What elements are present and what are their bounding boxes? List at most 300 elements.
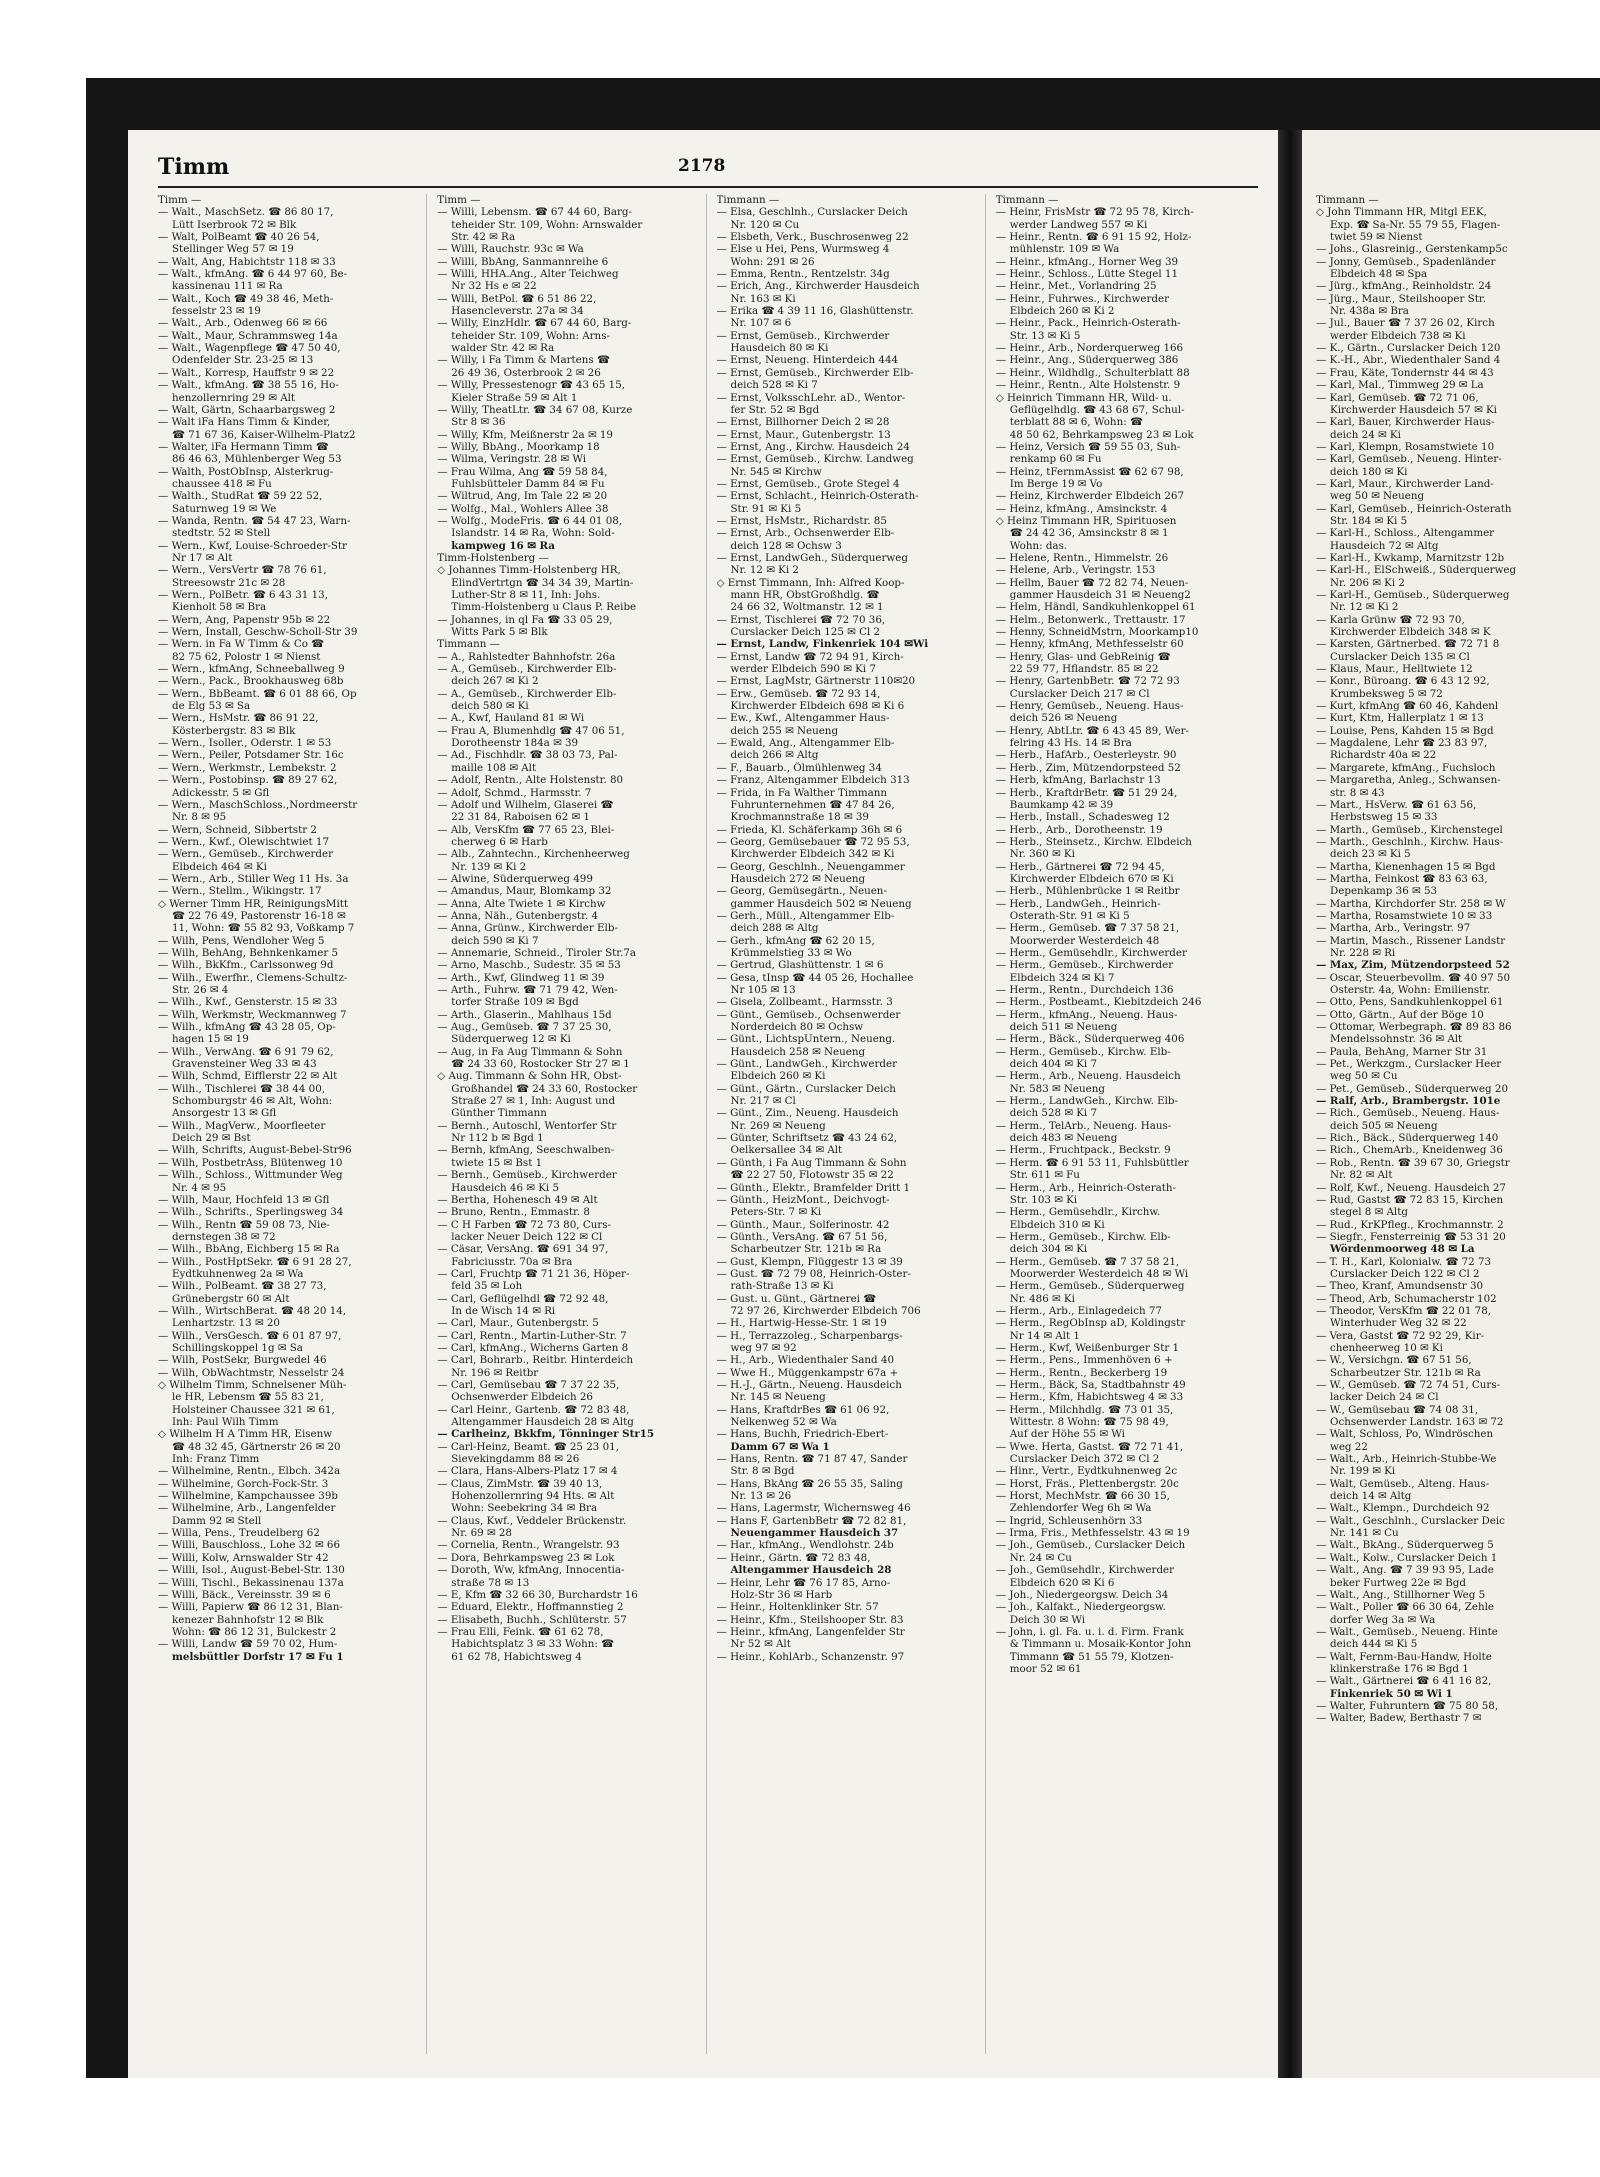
directory-entry-line: — Ernst, Arb., Ochsenwerder Elb-	[716, 527, 895, 540]
directory-entry-line: — Ernst, Gemüseb., Kirchwerder Elb-	[716, 366, 914, 379]
directory-entry-line: — Jul., Bauer ☎ 7 37 26 02, Kirch	[1316, 317, 1495, 330]
directory-entry-line: — Joh., Niedergeorgsw. Deich 34	[995, 1588, 1169, 1601]
directory-entry-line: Nr. 206 ✉ Ki 2	[1330, 576, 1405, 589]
directory-entry-line: maille 108 ✉ Alt	[451, 761, 537, 774]
directory-entry-line: Habichtsplatz 3 ✉ 33 Wohn: ☎	[451, 1638, 614, 1651]
directory-entry-line: — Gerh., kfmAng ☎ 62 20 15,	[716, 934, 875, 947]
directory-entry-line: Str. 91 ✉ Ki 5	[730, 502, 802, 515]
directory-entry-line: Nr 32 Hs e ✉ 22	[451, 280, 537, 293]
directory-entry-line: — Joh., Kalfakt., Niedergeorgsw.	[995, 1601, 1166, 1614]
directory-entry-line: — Alb., Zahntechn., Kirchenheerweg	[437, 848, 630, 861]
directory-entry-line: deich 23 ✉ Ki 5	[1330, 848, 1411, 861]
directory-entry-line: Nr. 12 ✉ Ki 2	[730, 564, 799, 577]
directory-entry-line: — Günt., LandwGeh., Kirchwerder	[716, 1058, 898, 1071]
directory-entry-line: — E, Kfm ☎ 32 66 30, Burchardstr 16	[437, 1588, 638, 1601]
directory-entry-line: — Wern., BbBeamt. ☎ 6 01 88 66, Op	[158, 687, 357, 700]
directory-entry-line: Krümmelstieg 33 ✉ Wo	[730, 946, 852, 959]
directory-entry-line: — Karl-H., Kwkamp, Marnitzstr 12b	[1316, 551, 1505, 564]
directory-entry-line: — Wilh., MagVerw., Moorfleeter	[158, 1119, 326, 1132]
directory-entry-line: — Wern., Stellm., Wikingstr. 17	[158, 885, 322, 898]
directory-entry-line: — Helm, Händl, Sandkuhlenkoppel 61	[995, 601, 1196, 614]
directory-entry-line: — Wilh, Pens, Wendloher Weg 5	[158, 934, 325, 947]
directory-entry-line: Nr. 120 ✉ Cu	[730, 218, 800, 231]
directory-entry-line: 22 59 77, Hflandstr. 85 ✉ 22	[1009, 663, 1159, 676]
directory-entry-line: — W., Gemüsebau ☎ 74 08 31,	[1316, 1403, 1479, 1416]
directory-entry-line: deich 255 ✉ Neueng	[730, 724, 839, 737]
directory-entry-line: teheider Str. 109, Wohn: Arns-	[451, 329, 610, 342]
directory-entry-line: Curslacker Deich 125 ✉ Cl 2	[730, 626, 881, 639]
directory-entry-line: deich 444 ✉ Ki 5	[1330, 1638, 1418, 1651]
directory-entry-line: weg 50 ✉ Cu	[1330, 1070, 1398, 1083]
directory-entry-line: — Bruno, Rentn., Emmastr. 8	[437, 1206, 590, 1219]
directory-entry-line: — Herm., RegObInsp aD, Koldingstr	[995, 1317, 1186, 1330]
directory-entry-line: — Horst, MechMstr. ☎ 66 30 15,	[995, 1490, 1170, 1503]
directory-entry-line: — Ernst, Gemüseb., Kirchw. Landweg	[716, 453, 914, 466]
directory-entry-line: — Willa, Pens., Treudelberg 62	[158, 1527, 320, 1540]
column-head: Timmann —	[716, 194, 780, 206]
directory-entry-line: Hohenzollernring 94 Hts. ✉ Alt	[451, 1490, 615, 1503]
directory-entry-line: — Pet., Werkzgm., Curslacker Heer	[1316, 1058, 1502, 1071]
directory-entry-line: — Willi, BetPol. ☎ 6 51 86 22,	[437, 292, 597, 305]
directory-entry-line: deich 288 ✉ Altg	[730, 922, 819, 935]
directory-entry-line: Damm 92 ✉ Stell	[172, 1514, 262, 1527]
directory-entry-line: — Günt., Gärtn., Curslacker Deich	[716, 1082, 896, 1095]
directory-entry-line: ☎ 22 76 49, Pastorenstr 16-18 ✉	[172, 909, 346, 922]
directory-entry-line: Auf der Höhe 55 ✉ Wi	[1009, 1428, 1125, 1441]
directory-entry-line: — Willi, BbAng, Sanmannreihe 6	[437, 255, 609, 268]
directory-entry-line: — Carl, Bohrarb., Reitbr. Hinterdeich	[437, 1354, 634, 1367]
directory-entry-line: dernstegen 38 ✉ 72	[172, 1230, 276, 1243]
directory-entry-line: deich 266 ✉ Altg	[730, 749, 819, 762]
directory-entry-line: Odenfelder Str. 23-25 ✉ 13	[172, 354, 314, 367]
directory-entry-line: — Carl, Gemüsebau ☎ 7 37 22 35,	[437, 1379, 620, 1391]
directory-entry-line: walder Str. 42 ✉ Ra	[451, 342, 555, 355]
directory-entry-line: — Wilh, Maur, Hochfeld 13 ✉ Gfl	[158, 1193, 330, 1206]
directory-entry-line: Timmann ☎ 51 55 79, Klotzen-	[1009, 1650, 1174, 1663]
directory-entry-line: — Wilh., Ewerfhr., Clemens-Schultz-	[158, 971, 348, 984]
directory-entry-line: ☎ 22 27 50, Flotowstr 35 ✉ 22	[730, 1169, 894, 1182]
directory-entry-line: — Anna, Näh., Gutenbergstr. 4	[437, 909, 599, 922]
directory-entry-line: — Wanda, Rentn. ☎ 54 47 23, Warn-	[158, 514, 351, 527]
directory-entry-line: — H., Arb., Wiedenthaler Sand 40	[716, 1354, 895, 1367]
directory-entry-line: deich 404 ✉ Ki 7	[1009, 1058, 1098, 1071]
directory-entry-line: — Herm., Arb., Neueng. Hausdeich	[995, 1070, 1181, 1083]
directory-entry-line: 48 50 62, Behrkampsweg 23 ✉ Lok	[1009, 428, 1194, 441]
directory-entry-line: — Carlheinz, Bkkfm, Tönninger Str15	[437, 1428, 655, 1441]
directory-entry-line: — Hans, BkAng ☎ 26 55 35, Saling	[716, 1477, 903, 1490]
directory-entry-line: — Walt., Wagenpflege ☎ 47 50 40,	[158, 342, 341, 355]
directory-entry-line: Nr. 139 ✉ Ki 2	[451, 860, 527, 873]
directory-entry-line: Scharbeutzer Str. 121b ✉ Ra	[730, 1243, 882, 1256]
directory-entry-line: le HR, Lebensm ☎ 55 83 21,	[172, 1391, 324, 1404]
directory-entry-line: Zehlendorfer Weg 6h ✉ Wa	[1009, 1502, 1152, 1515]
directory-entry-line: ◇ Aug. Timmann & Sohn HR, Obst-	[437, 1070, 622, 1083]
directory-entry-line: — Walt, Gemüseb., Alteng. Haus-	[1316, 1477, 1490, 1490]
directory-entry-line: Timmann —	[437, 638, 500, 651]
directory-entry-line: — Ernst, Tischlerei ☎ 72 70 36,	[716, 613, 886, 626]
directory-entry-line: — Ernst, Gemüseb., Grote Stegel 4	[716, 477, 900, 490]
directory-entry-line: — Otto, Gärtn., Auf der Böge 10	[1316, 1008, 1484, 1021]
directory-entry-line: Fuhlsbütteler Damm 84 ✉ Fu	[451, 477, 605, 490]
directory-entry-line: — Walt, Ang, Habichtstr 118 ✉ 33	[158, 255, 336, 268]
directory-entry-line: — Walt, Fernm-Bau-Handw, Holte	[1316, 1650, 1492, 1663]
directory-entry-line: teheider Str. 109, Wohn: Arnswalder	[451, 218, 643, 231]
directory-entry-line: Deich 29 ✉ Bst	[172, 1132, 251, 1145]
directory-entry-line: — Frieda, Kl. Schäferkamp 36h ✉ 6	[716, 823, 903, 836]
directory-entry-line: lacker Deich 24 ✉ Cl	[1330, 1391, 1439, 1404]
directory-entry-line: Oelkersallee 34 ✉ Alt	[730, 1144, 843, 1157]
directory-entry-line: Damm 67 ✉ Wa 1	[730, 1440, 830, 1453]
directory-entry-line: ☎ 24 42 36, Amsinckstr 8 ✉ 1	[1009, 527, 1169, 540]
directory-entry-line: Str 8 ✉ 36	[451, 416, 506, 429]
directory-entry-line: Wittestr. 8 Wohn: ☎ 75 98 49,	[1009, 1416, 1169, 1429]
directory-entry-line: melsbüttler Dorfstr 17 ✉ Fu 1	[172, 1650, 344, 1663]
directory-entry-line: — Oscar, Steuerbevollm. ☎ 40 97 50	[1316, 971, 1511, 984]
directory-entry-line: — Heinr., Ang., Süderquerweg 386	[995, 354, 1179, 367]
directory-entry-line: — Joh., Gemüsehdlr., Kirchwerder	[995, 1564, 1175, 1577]
directory-entry-line: Kieler Straße 59 ✉ Alt 1	[451, 391, 578, 404]
directory-entry-line: — Jürg., Maur., Steilshooper Str.	[1316, 292, 1486, 305]
directory-entry-line: — Mart., HsVerw. ☎ 61 63 56,	[1316, 798, 1477, 811]
directory-entry-line: — Karl-H., Schloss., Altengammer	[1316, 527, 1495, 540]
directory-entry-line: — Wiltrud, Ang, Im Tale 22 ✉ 20	[437, 490, 608, 503]
directory-entry-line: Elbdeich 324 ✉ Ki 7	[1009, 971, 1115, 984]
directory-entry-line: — Heinr., Schloss., Lütte Stegel 11	[995, 268, 1179, 281]
directory-entry-line: — Heinr., Arb., Norderquerweg 166	[995, 342, 1184, 355]
directory-entry-line: Scharbeutzer Str. 121b ✉ Ra	[1330, 1366, 1481, 1379]
directory-entry-line: 24 66 32, Woltmanstr. 12 ✉ 1	[730, 601, 884, 614]
directory-entry-line: Wohn: das.	[1009, 539, 1068, 552]
directory-entry-line: — Herm., Kwf, Weißenburger Str 1	[995, 1341, 1180, 1354]
directory-entry-line: — Walt., Poller ☎ 66 30 64, Zehle	[1316, 1601, 1494, 1614]
directory-entry-line: Stellinger Weg 57 ✉ 19	[172, 243, 294, 256]
directory-entry-line: Moorwerder Westerdeich 48 ✉ Wi	[1009, 1267, 1189, 1280]
directory-entry-line: Schillingskoppel 1g ✉ Sa	[172, 1341, 303, 1354]
directory-entry-line: — Henny, kfmAng, Methfesselstr 60	[995, 638, 1184, 651]
directory-entry-line: — Herm., Fruchtpack., Beckstr. 9	[995, 1144, 1171, 1157]
directory-entry-line: Nr. 82 ✉ Alt	[1330, 1169, 1393, 1182]
directory-entry-line: — Gust. u. Günt., Gärtnerei ☎	[716, 1292, 877, 1305]
directory-entry-line: Nelkenweg 52 ✉ Wa	[730, 1416, 837, 1429]
directory-entry-line: deich 267 ✉ Ki 2	[451, 675, 539, 688]
directory-entry-line: Winterhuder Weg 32 ✉ 22	[1330, 1317, 1467, 1330]
directory-entry-line: — Walth., StudRat ☎ 59 22 52,	[158, 490, 323, 503]
directory-entry-line: Lütt Iserbrook 72 ✉ Blk	[172, 218, 297, 231]
directory-entry-line: — Herm., Gemüseb., Kirchwerder	[995, 959, 1174, 972]
directory-entry-line: Curslacker Deich 372 ✉ Cl 2	[1009, 1453, 1160, 1466]
directory-entry-line: ◇ Heinrich Timmann HR, Wild- u.	[995, 391, 1172, 404]
directory-entry-line: — Günt., LichtspUntern., Neueng.	[716, 1033, 896, 1046]
directory-entry-line: Islandstr. 14 ✉ Ra, Wohn: Sold-	[451, 527, 615, 540]
directory-entry-line: Elbdeich 48 ✉ Spa	[1330, 268, 1428, 281]
directory-entry-line: Grünebergstr 60 ✉ Alt	[172, 1292, 290, 1305]
directory-entry-line: — Willi, Papierw ☎ 86 12 31, Blan-	[158, 1601, 343, 1614]
directory-entry-line: — Herb., Zim, Mützendorpsteed 52	[995, 761, 1181, 774]
directory-entry-line: — Rich., Gemüseb., Neueng. Haus-	[1316, 1107, 1500, 1120]
page-number: 2178	[678, 156, 726, 176]
directory-entry-line: — Ernst, Landw ☎ 72 94 91, Kirch-	[716, 650, 904, 663]
directory-entry-line: — Karl, Gemüseb. ☎ 72 71 06,	[1316, 391, 1479, 404]
directory-entry-line: — Theodor, VersKfm ☎ 22 01 78,	[1316, 1304, 1492, 1317]
directory-entry-line: — Pet., Gemüseb., Süderquerweg 20	[1316, 1082, 1508, 1095]
directory-entry-line: — Heinr., Pack., Heinrich-Osterath-	[995, 317, 1181, 330]
directory-entry-line: — Ad., Fischhdlr. ☎ 38 03 73, Pal-	[437, 749, 618, 762]
directory-entry-line: gammer Hausdeich 31 ✉ Neueng2	[1009, 589, 1191, 601]
directory-entry-line: — Gust. ☎ 72 79 08, Heinrich-Oster-	[716, 1267, 911, 1280]
directory-entry-line: — John, i. gl. Fa. u. i. d. Firm. Frank	[995, 1625, 1184, 1638]
column-head: Timmann —	[1316, 194, 1379, 206]
directory-entry-line: — Klaus, Maur., Helltwiete 12	[1316, 663, 1473, 676]
directory-entry-line: — Wilma, Veringstr. 28 ✉ Wi	[437, 453, 587, 466]
directory-entry-line: — Herm., Bäck., Süderquerweg 406	[995, 1033, 1185, 1046]
directory-entry-line: — Har., kfmAng., Wendlohstr. 24b	[716, 1539, 894, 1552]
directory-entry-line: — Walt., kfmAng. ☎ 6 44 97 60, Be-	[158, 268, 348, 281]
directory-entry-line: — Elisabeth, Buchh., Schlüterstr. 57	[437, 1613, 627, 1626]
directory-entry-line: Dorotheenstr 184a ✉ 39	[451, 737, 579, 750]
directory-entry-line: 86 46 63, Mühlenberger Weg 53	[172, 453, 342, 466]
directory-entry-line: — Marth., Geschlnh., Kirchw. Haus-	[1316, 835, 1504, 848]
directory-entry-line: — Magdalene, Lehr ☎ 23 83 97,	[1316, 737, 1488, 750]
directory-entry-line: — Bernh., Gemüseb., Kirchwerder	[437, 1169, 617, 1182]
directory-entry-line: Nr. 199 ✉ Ki	[1330, 1465, 1396, 1478]
directory-entry-line: Hausdeich 272 ✉ Neueng	[730, 872, 866, 885]
directory-entry-line: — Wilhelmine, Rentn., Elbch. 342a	[158, 1465, 341, 1478]
directory-entry-line: — Herm., Kfm, Habichtsweg 4 ✉ 33	[995, 1391, 1184, 1404]
directory-entry-line: — Kurt, Ktm, Hallerplatz 1 ✉ 13	[1316, 712, 1484, 725]
directory-entry-line: — Gesa, tInsp ☎ 44 05 26, Hochallee	[716, 971, 914, 984]
directory-entry-line: — Karla Grünw ☎ 72 93 70,	[1316, 613, 1465, 626]
directory-column	[996, 194, 1264, 2054]
directory-entry-line: — Herb., Mühlenbrücke 1 ✉ Reitbr	[995, 885, 1180, 898]
directory-entry-line: — Herm., Gemüseb., Süderquerweg	[995, 1280, 1185, 1293]
directory-entry-line: — Wern., MaschSchloss.,Nordmeerstr	[158, 798, 358, 811]
directory-entry-line: — K.-H., Abr., Wiedenthaler Sand 4	[1316, 354, 1501, 367]
directory-entry-line: Kienholt 58 ✉ Bra	[172, 601, 267, 614]
directory-entry-line: Elbdeich 260 ✉ Ki 2	[1009, 305, 1115, 318]
directory-entry-line: — Carl-Heinz, Beamt. ☎ 25 23 01,	[437, 1440, 619, 1453]
directory-entry-line: — Aug, in Fa Aug Timmann & Sohn	[437, 1045, 623, 1058]
directory-entry-line: In de Wisch 14 ✉ Ri	[451, 1304, 556, 1317]
directory-entry-line: — Heinr., kfmAng., Horner Weg 39	[995, 255, 1179, 268]
directory-entry-line: — A., Kwf, Hauland 81 ✉ Wi	[437, 712, 585, 725]
directory-entry-line: — Wilh., Kwf., Gensterstr. 15 ✉ 33	[158, 996, 338, 1009]
directory-entry-line: — Erika ☎ 4 39 11 16, Glashüttenstr.	[716, 305, 914, 318]
directory-entry-line: — Günt., Gemüseb., Ochsenwerder	[716, 1008, 901, 1021]
directory-entry-line: — Herm., Rentn., Durchdeich 136	[995, 984, 1174, 996]
directory-entry-line: — Herm., LandwGeh., Kirchw. Elb-	[995, 1095, 1179, 1108]
directory-entry-line: — Karl, Gemüseb., Heinrich-Osterath	[1316, 502, 1512, 515]
directory-entry-line: — Heinr., Rentn., Alte Holstenstr. 9	[995, 379, 1181, 392]
directory-column	[1316, 194, 1600, 2054]
directory-entry-line: Hausdeich 258 ✉ Neueng	[730, 1045, 866, 1058]
directory-entry-line: Nr. 141 ✉ Cu	[1330, 1527, 1399, 1540]
directory-entry-line: — Georg, Gemüsebauer ☎ 72 95 53,	[716, 835, 910, 848]
directory-entry-line: — Erich, Ang., Kirchwerder Hausdeich	[716, 280, 920, 293]
directory-entry-line: Inh: Paul Wilh Timm	[172, 1416, 279, 1429]
directory-entry-line: — Karsten, Gärtnerbed. ☎ 72 71 8	[1316, 638, 1500, 651]
directory-entry-line: Neuengammer Hausdeich 37	[730, 1527, 899, 1540]
directory-entry-line: — Wern., Werkmstr., Lembekstr. 2	[158, 761, 337, 774]
directory-entry-line: — Walt., Gemüseb., Neueng. Hinte	[1316, 1625, 1498, 1638]
directory-entry-line: deich 24 ✉ Ki	[1330, 428, 1401, 441]
directory-entry-line: — Walt., Maur, Schrammsweg 14a	[158, 329, 338, 342]
directory-entry-line: — Helene, Arb., Veringstr. 153	[995, 564, 1156, 577]
directory-entry-line: lacker Neuer Deich 122 ✉ Cl	[451, 1230, 603, 1243]
directory-entry-line: Str. 184 ✉ Ki 5	[1330, 514, 1408, 527]
directory-entry-line: Nr. 196 ✉ Reitbr	[451, 1366, 539, 1379]
directory-page	[128, 130, 1278, 2078]
directory-entry-line: — Wern., HsMstr. ☎ 86 91 22,	[158, 712, 319, 725]
directory-entry-line: — Carl Heinr., Gartenb. ☎ 72 83 48,	[437, 1403, 630, 1416]
directory-entry-line: 26 49 36, Osterbrook 2 ✉ 26	[451, 366, 601, 379]
directory-entry-line: — Hans, KraftdrBes ☎ 61 06 92,	[716, 1403, 890, 1416]
directory-entry-line: Wohn: ☎ 86 12 31, Bulckestr 2	[172, 1625, 337, 1638]
directory-entry-line: deich 526 ✉ Neueng	[1009, 712, 1118, 725]
directory-entry-line: — Wern., Arb., Stiller Weg 11 Hs. 3a	[158, 872, 349, 885]
directory-entry-line: — Hellm, Bauer ☎ 72 82 74, Neuen-	[995, 576, 1189, 589]
directory-entry-line: — Wern., PolBetr. ☎ 6 43 31 13,	[158, 589, 328, 601]
directory-entry-line: — Herm., Postbeamt., Kiebitzdeich 246	[995, 996, 1202, 1009]
directory-entry-line: Nr. 145 ✉ Neueng	[730, 1391, 826, 1404]
directory-entry-line: Nr. 69 ✉ 28	[451, 1527, 512, 1540]
directory-entry-line: — Herm., Gemüseb., Kirchw. Elb-	[995, 1230, 1171, 1243]
directory-entry-line: — Günter, Schriftsetz ☎ 43 24 62,	[716, 1132, 898, 1145]
directory-entry-line: — Vera, Gastst ☎ 72 92 29, Kir-	[1316, 1329, 1485, 1342]
directory-entry-line: Adickesstr. 5 ✉ Gfl	[172, 786, 270, 799]
page-header-name: Timm	[158, 154, 230, 180]
directory-entry-line: — Wilh, Schmd, Eifflerstr 22 ✉ Alt	[158, 1070, 338, 1083]
directory-entry-line: — Frau Elli, Feink. ☎ 61 62 78,	[437, 1625, 604, 1638]
directory-entry-line: — Wolfg., ModeFris. ☎ 6 44 01 08,	[437, 514, 623, 527]
directory-entry-line: klinkerstraße 176 ✉ Bgd 1	[1330, 1662, 1469, 1675]
directory-entry-line: — Claus, ZimMstr. ☎ 39 40 13,	[437, 1477, 603, 1490]
directory-entry-line: — Günt., Zim., Neueng. Hausdeich	[716, 1107, 899, 1120]
directory-entry-line: — Alb, VersKfm ☎ 77 65 23, Blei-	[437, 823, 615, 836]
directory-entry-line: — Bernh., Autoschl, Wentorfer Str	[437, 1119, 617, 1132]
directory-entry-line: — Heinr., Wildhdlg., Schulterblatt 88	[995, 366, 1190, 379]
directory-entry-line: — Eduard, Elektr., Hoffmannstieg 2	[437, 1601, 624, 1614]
directory-entry-line: — Herm., Gemüseb. ☎ 7 37 58 21,	[995, 1255, 1180, 1268]
directory-entry-line: — Franz, Altengammer Elbdeich 313	[716, 774, 910, 787]
directory-entry-line: ◇ Heinz Timmann HR, Spirituosen	[995, 514, 1177, 527]
directory-entry-line: — Dora, Behrkampsweg 23 ✉ Lok	[437, 1551, 615, 1564]
directory-entry-line: — Martha, Kienenhagen 15 ✉ Bgd	[1316, 860, 1496, 873]
directory-entry-line: — Gerh., Müll., Altengammer Elb-	[716, 909, 895, 922]
directory-entry-line: ☎ 48 32 45, Gärtnerstr 26 ✉ 20	[172, 1440, 341, 1453]
directory-entry-line: — Wilh., VersGesch. ☎ 6 01 87 97,	[158, 1329, 342, 1342]
directory-entry-line: deich 128 ✉ Ochsw 3	[730, 539, 842, 552]
directory-entry-line: — Ernst, Neueng. Hinterdeich 444	[716, 354, 899, 367]
directory-entry-line: — Günth., Elektr., Bramfelder Dritt 1	[716, 1181, 911, 1194]
directory-entry-line: Eydtkuhnenweg 2a ✉ Wa	[172, 1267, 304, 1280]
directory-entry-line: Str. 26 ✉ 4	[172, 984, 229, 996]
directory-entry-line: — Elsa, Geschlnh., Curslacker Deich	[716, 206, 908, 219]
directory-entry-line: — Margaretha, Anleg., Schwansen-	[1316, 774, 1501, 787]
directory-entry-line: — Walt., Kolw., Curslacker Deich 1	[1316, 1551, 1498, 1564]
directory-entry-line: — Heinr, Lehr ☎ 76 17 85, Arno-	[716, 1576, 891, 1589]
directory-entry-line: Luther-Str 8 ✉ 11, Inh: Johs.	[451, 589, 601, 601]
directory-entry-line: — Wwe H., Müggenkampstr 67a +	[716, 1366, 899, 1379]
directory-entry-line: Curslacker Deich 122 ✉ Cl 2	[1330, 1267, 1480, 1280]
directory-entry-line: 72 97 26, Kirchwerder Elbdeich 706	[730, 1304, 921, 1317]
directory-entry-line: — Georg, Geschlnh., Neuengammer	[716, 860, 905, 873]
directory-column	[158, 194, 427, 2054]
directory-entry-line: — Ernst, Maur., Gutenbergstr. 13	[716, 428, 891, 441]
directory-entry-line: — Karl-H., Gemüseb., Süderquerweg	[1316, 589, 1510, 601]
directory-entry-line: Str. 13 ✉ Ki 5	[1009, 329, 1081, 342]
directory-entry-line: — Claus, Kwf., Veddeler Brückenstr.	[437, 1514, 627, 1527]
directory-entry-line: Im Berge 19 ✉ Vo	[1009, 477, 1103, 490]
directory-entry-line: henzollernring 29 ✉ Alt	[172, 391, 296, 404]
directory-entry-line: Nr. 486 ✉ Ki	[1009, 1292, 1075, 1305]
directory-entry-line: Nr. 583 ✉ Neueng	[1009, 1082, 1105, 1095]
directory-entry-line: — Walt., Ang., Stillhorner Weg 5	[1316, 1588, 1486, 1601]
directory-entry-line: — Wern., Gemüseb., Kirchwerder	[158, 848, 334, 861]
directory-entry-line: — Carl, Maur., Gutenbergstr. 5	[437, 1317, 599, 1330]
directory-entry-line: — Hans, Lagermstr, Wichernsweg 46	[716, 1502, 911, 1515]
directory-entry-line: — Erw., Gemüseb. ☎ 72 93 14,	[716, 687, 881, 700]
directory-entry-line: — Frau Wilma, Ang ☎ 59 58 84,	[437, 465, 608, 478]
directory-entry-line: — Wern, Install, Geschw-Scholl-Str 39	[158, 626, 358, 639]
directory-entry-line: — Karl-H., ElSchweiß., Süderquerweg	[1316, 564, 1517, 577]
directory-entry-line: — Martin, Masch., Rissener Landstr	[1316, 934, 1506, 947]
directory-entry-line: — Herm., Milchhdlg. ☎ 73 01 35,	[995, 1403, 1174, 1416]
directory-entry-line: — Hans, Rentn. ☎ 71 87 47, Sander	[716, 1453, 908, 1466]
directory-entry-line: — Carl, kfmAng., Wicherns Garten 8	[437, 1341, 629, 1354]
directory-entry-line: — Helene, Rentn., Himmelstr. 26	[995, 551, 1169, 564]
directory-entry-line: — Ernst, VolksschLehr. aD., Wentor-	[716, 391, 906, 404]
directory-entry-line: chaussee 418 ✉ Fu	[172, 477, 272, 490]
directory-entry-line: twiet 59 ✉ Nienst	[1330, 231, 1423, 244]
directory-entry-line: Exp. ☎ Sa-Nr. 55 79 55, Flagen-	[1330, 218, 1501, 231]
directory-entry-line: — Walt., BkAng., Süderquerweg 5	[1316, 1539, 1494, 1552]
directory-entry-line: — Wilh., PostHptSekr. ☎ 6 91 28 27,	[158, 1255, 352, 1268]
directory-entry-line: Inh: Franz Timm	[172, 1453, 260, 1466]
directory-entry-line: 22 31 84, Raboisen 62 ✉ 1	[451, 811, 590, 824]
directory-entry-line: — Frau A, Blumenhdlg ☎ 47 06 51,	[437, 724, 625, 737]
directory-entry-line: Geflügelhdlg. ☎ 43 68 67, Schul-	[1009, 403, 1185, 416]
directory-entry-line: — Heinr., Holtenklinker Str. 57	[716, 1601, 879, 1614]
directory-entry-line: — Ernst, Billhorner Deich 2 ✉ 28	[716, 416, 890, 429]
directory-entry-line: Richardstr 40a ✉ 22	[1330, 749, 1437, 762]
directory-entry-line: — Rich., Bäck., Süderquerweg 140	[1316, 1132, 1499, 1145]
directory-entry-line: — Arth., Glaserin., Mahlhaus 15d	[437, 1008, 612, 1021]
directory-column	[437, 194, 706, 2054]
directory-entry-line: — Willy, TheatLtr. ☎ 34 67 08, Kurze	[437, 403, 633, 416]
directory-entry-line: — Siegfr., Fensterreinig ☎ 53 31 20	[1316, 1230, 1506, 1243]
directory-entry-line: Witts Park 5 ✉ Blk	[451, 626, 548, 639]
directory-entry-line: Timm-Holstenberg —	[437, 551, 549, 564]
directory-entry-line: feld 35 ✉ Loh	[451, 1280, 523, 1293]
directory-entry-line: — Karl, Mal., Timmweg 29 ✉ La	[1316, 379, 1484, 392]
directory-entry-line: Süderquerweg 12 ✉ Ki	[451, 1033, 571, 1046]
page-header	[158, 152, 1258, 188]
directory-entry-line: werder Landweg 557 ✉ Ki	[1009, 218, 1148, 231]
directory-entry-line: — Herm., kfmAng., Neueng. Haus-	[995, 1008, 1178, 1021]
directory-entry-line: — Willy, Kfm, Meißnerstr 2a ✉ 19	[437, 428, 613, 441]
directory-entry-line: — Anna, Alte Twiete 1 ✉ Kirchw	[437, 897, 606, 910]
directory-entry-line: — Walt., Klempn., Durchdeich 92	[1316, 1502, 1490, 1515]
directory-entry-line: — K., Gärtn., Curslacker Deich 120	[1316, 342, 1501, 355]
directory-entry-line: & Timmann u. Mosaik-Kontor John	[1009, 1638, 1192, 1651]
directory-entry-line: — Walt iFa Hans Timm & Kinder,	[158, 416, 331, 429]
directory-entry-line: — Wilh., Schrifts., Sperlingsweg 34	[158, 1206, 344, 1219]
directory-entry-line: deich 505 ✉ Neueng	[1330, 1119, 1438, 1132]
directory-entry-line: deich 483 ✉ Neueng	[1009, 1132, 1118, 1145]
directory-entry-line: — Martha, Rosamstwiete 10 ✉ 33	[1316, 909, 1493, 922]
directory-entry-line: gammer Hausdeich 502 ✉ Neueng	[730, 897, 912, 910]
directory-entry-line: Nr 105 ✉ 13	[730, 984, 796, 996]
